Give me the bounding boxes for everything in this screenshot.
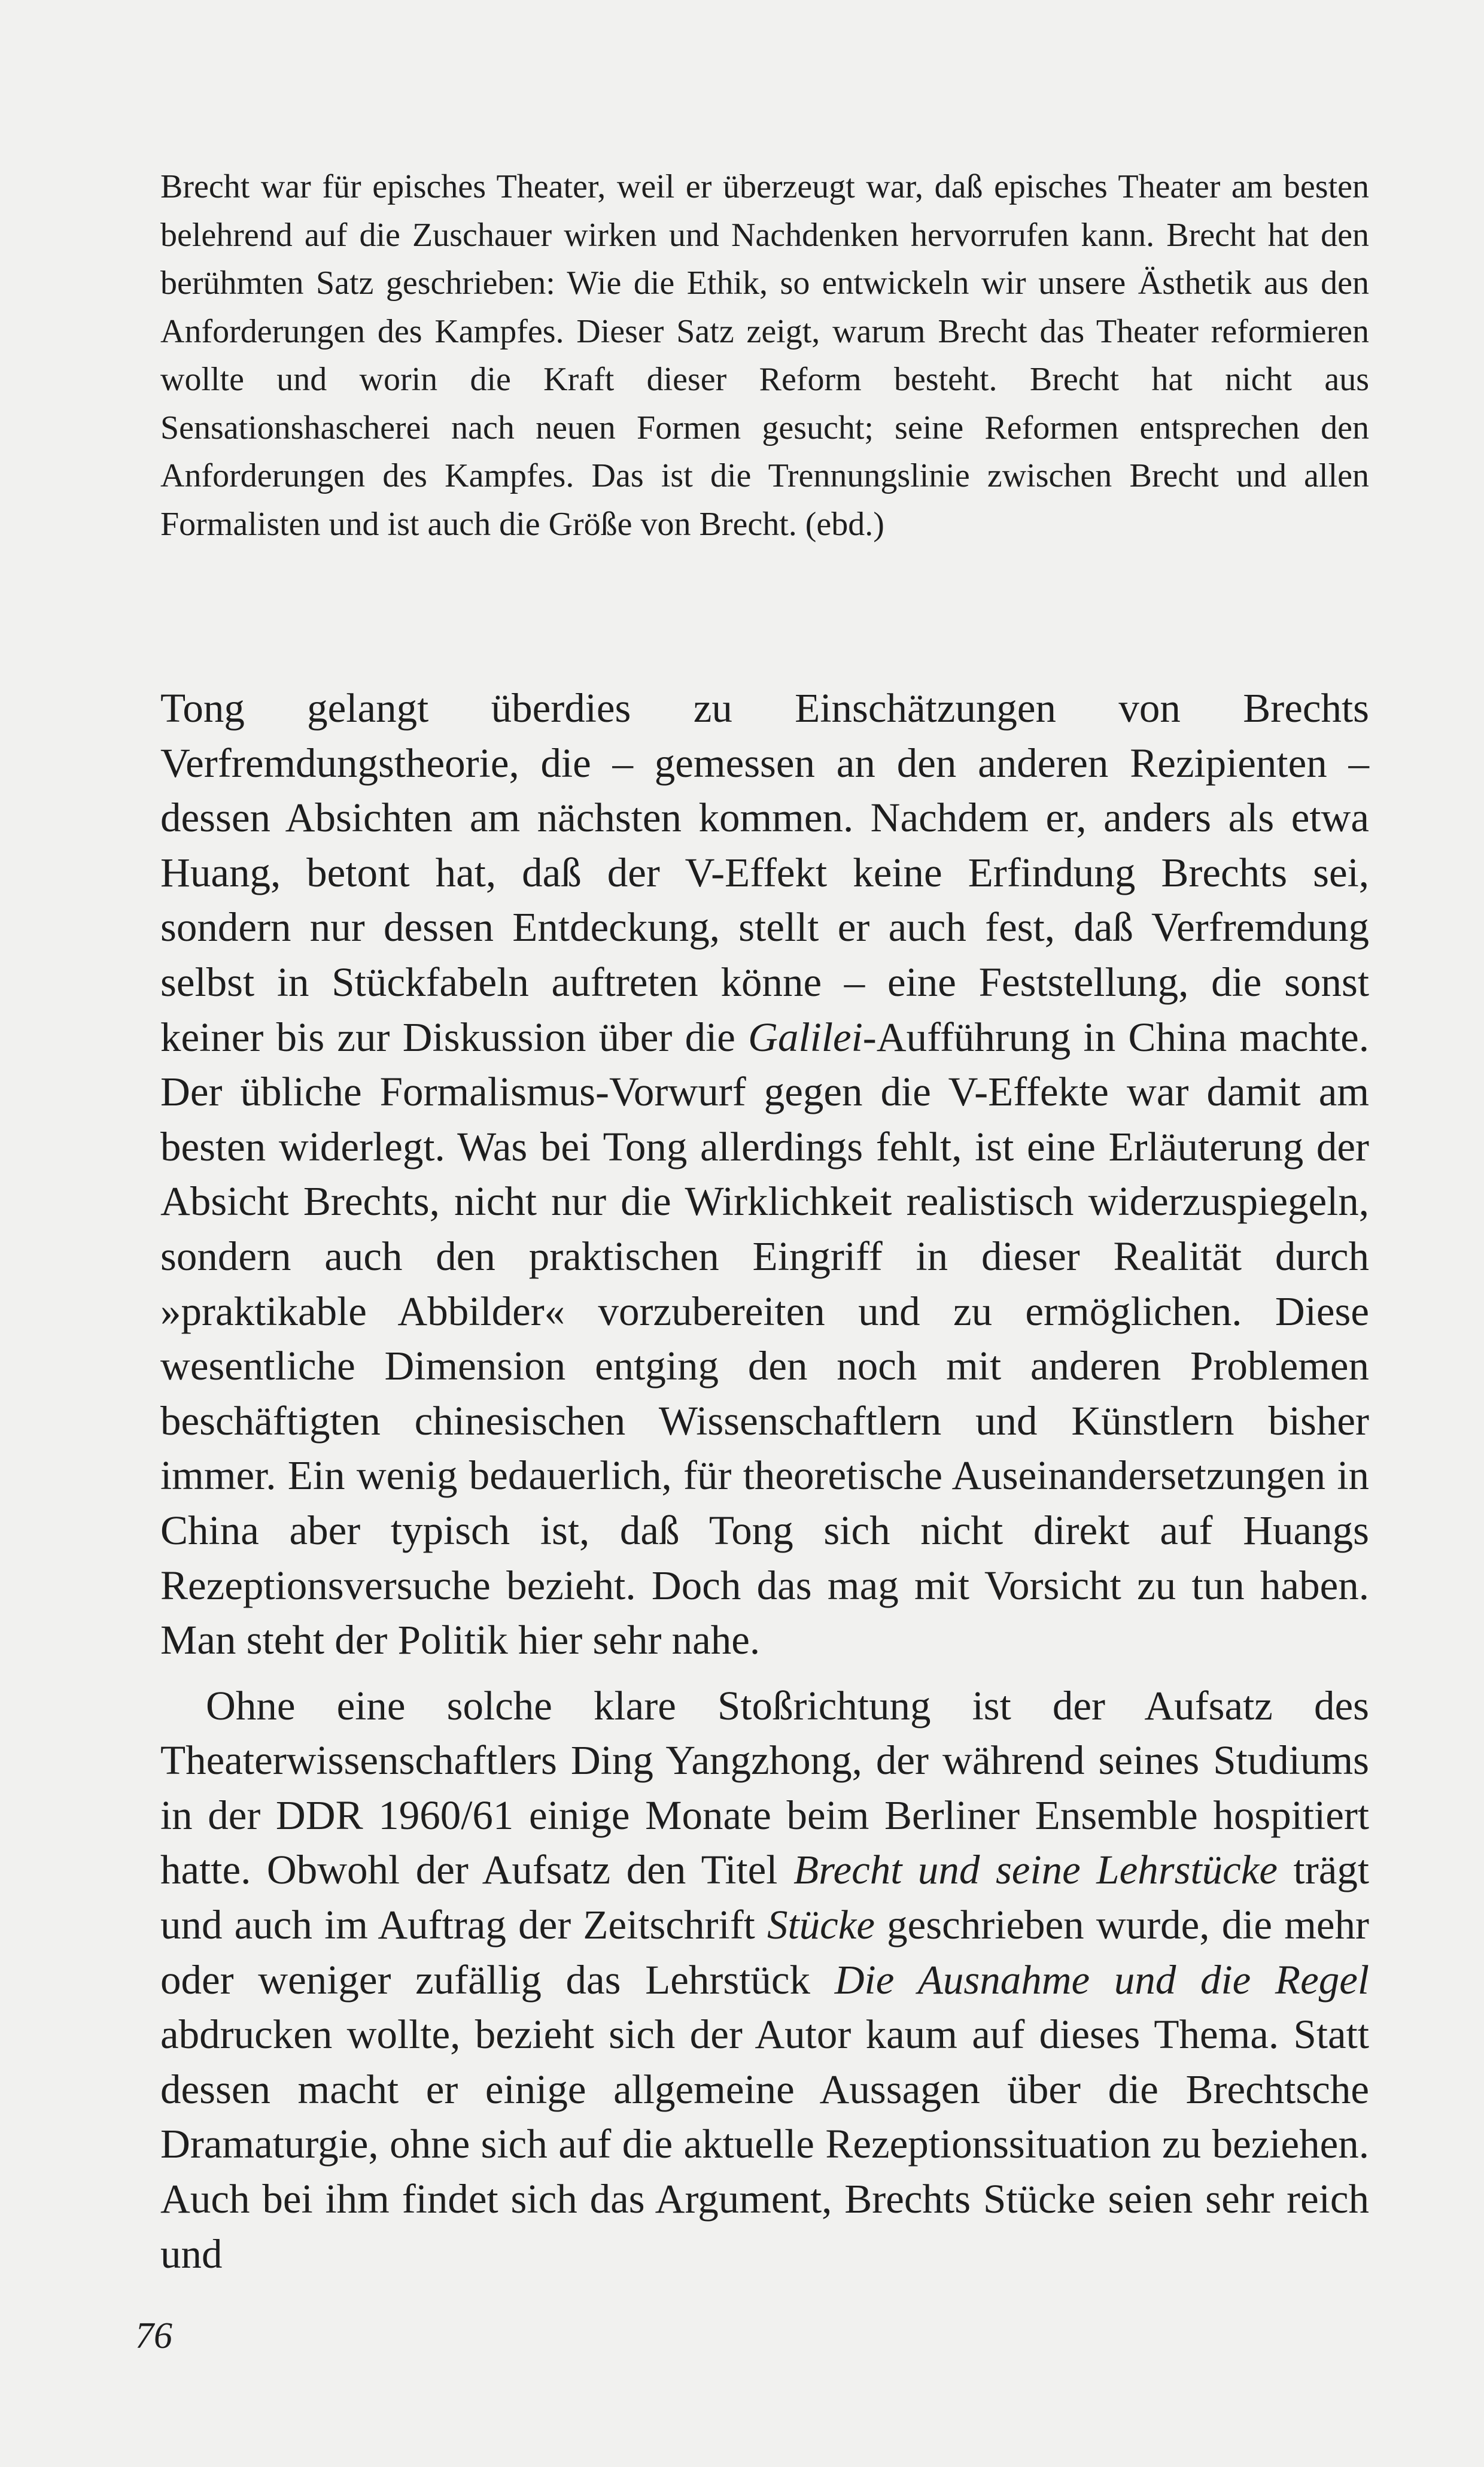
italic-title: Brecht und seine Lehrstücke [793, 1847, 1278, 1893]
paragraph-text: Tong gelangt überdies zu Einschätzungen von Brechts Verfremdungstheorie, die – gemessen an den anderen Rezipienten – dessen Absichten am nächsten kommen. Nachdem er, anders als etwa Huang, betont hat, daß der V-Effekt keine Erfindung Brechts sei, sondern nur dessen Entdeckung, stellt er auch fest, daß Verfremdung selbst in Stückfabeln auftreten könne – eine Feststellung, die sonst keiner bis zur Diskussion über die [160, 685, 1369, 1060]
paragraph-text: geschrieben wurde, die mehr oder weniger zufällig das Lehrstück [160, 1902, 1369, 2003]
paragraph-text: -Aufführung in China machte. Der übliche Formalismus-Vorwurf gegen die V-Effekte war damit am besten widerlegt. Was bei Tong allerdings fehlt, ist eine Erläuterung der Absicht Brechts, nicht nur die Wirklichkeit realistisch widerzuspiegeln, sondern auch den praktischen Eingriff in dieser Realität durch »praktikable Abbilder« vorzubereiten und zu ermöglichen. Diese wesentliche Dimension entging den noch mit anderen Problemen beschäftigten chinesischen Wissenschaftlern und Künstlern bisher immer. Ein wenig bedauerlich, für theoretische Auseinandersetzungen in China aber typisch ist, daß Tong sich nicht direkt auf Huangs Rezeptionsversuche bezieht. Doch das mag mit Vorsicht zu tun haben. Man steht der Politik hier sehr nahe. [160, 1014, 1369, 1663]
paragraph [160, 1679, 1369, 2282]
paragraph [160, 681, 1369, 1668]
paragraph-text: Ohne eine solche klare Stoßrichtung ist der Aufsatz des Theaterwissenschaftlers Ding Yangzhong, der während seines Studiums in der DDR 1960/61 einige Monate beim Berliner Ensemble hospitiert hatte. Obwohl der Aufsatz den Titel [160, 1682, 1369, 1893]
paragraph-text: abdrucken wollte, bezieht sich der Autor kaum auf dieses Thema. Statt dessen macht er einige allgemeine Aussagen über die Brechtsche Dramaturgie, ohne sich auf die aktuelle Rezeptionssituation zu beziehen. Auch bei ihm findet sich das Argument, Brechts Stücke seien sehr reich und [160, 2012, 1369, 2277]
italic-title: Galilei [748, 1014, 863, 1060]
block-quote-text: Brecht war für episches Theater, weil er überzeugt war, daß episches Theater am besten belehrend auf die Zuschauer wirken und Nachdenken hervorrufen kann. Brecht hat den berühmten Satz geschrieben: Wie die Ethik, so entwickeln wir unsere Ästhetik aus den Anforderungen des Kampfes. Dieser Satz zeigt, warum Brecht das Theater reformieren wollte und worin die Kraft dieser Reform besteht. Brecht hat nicht aus Sensationshascherei nach neuen Formen gesucht; seine Reformen entsprechen den Anforderungen des Kampfes. Das ist die Trennungslinie zwischen Brecht und allen Formalisten und ist auch die Größe von Brecht. (ebd.) [160, 168, 1369, 543]
italic-title: Stücke [767, 1902, 875, 1948]
block-quote [160, 163, 1369, 548]
italic-title: Die Ausnahme und die Regel [834, 1956, 1369, 2003]
body-text [160, 681, 1369, 2281]
page-number: 76 [135, 2316, 172, 2356]
paragraph-text: trägt und auch im Auftrag der Zeitschrift [160, 1847, 1369, 1948]
